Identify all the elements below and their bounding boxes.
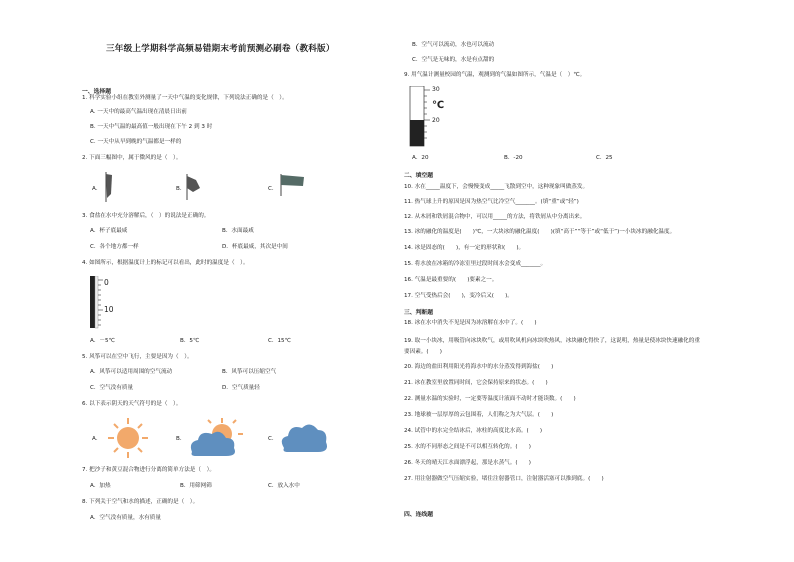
question-21: 21. 冰在教室里放置同时间，它会保持原来的状态。( ) — [404, 380, 548, 386]
question-15: 15. 将水放在冰箱的冷冻室里过段时间水会变成_______。 — [404, 261, 547, 267]
question-26: 26. 冬天的晴天江水面漂浮起，那是水蒸气。( ) — [404, 460, 531, 466]
q4-tick-10: 10 — [104, 305, 114, 314]
section-fill: 二、填空题 — [404, 173, 433, 179]
q9-unit: ℃ — [432, 100, 445, 111]
q5-option-c: C．空气没有质量 — [90, 385, 134, 391]
q2-option-b: B． — [176, 186, 186, 192]
question-22: 22. 测量水温的实验时，一定要等温度计液面不动时才能读数。( ) — [404, 396, 576, 402]
q3-option-d: D．杯底最咸，其次是中间 — [222, 244, 288, 250]
question-25: 25. 水的不同形态之间是不可以相互转化的。( ) — [404, 444, 531, 450]
q5-option-d: D．空气质量轻 — [222, 385, 260, 391]
question-24: 24. 试管中的水完全结冰后，冰柱的高度比水高。( ) — [404, 428, 543, 434]
question-10: 10. 水在_____温度下，会慢慢变成_____飞散到空中，这种现象叫做蒸发。 — [404, 184, 589, 190]
q6-option-b: B． — [176, 436, 186, 442]
question-6: 6. 以下表示阴天的天气符号的是（ ）。 — [82, 401, 182, 407]
question-7: 7. 把沙子和黄豆混合物进行分离的简单方法是（ ）。 — [82, 467, 215, 473]
flag-breeze-icon — [184, 174, 208, 200]
question-9: 9. 用气温计测量校园的气温，观测到的气温如图所示，气温是（ ）℃。 — [404, 72, 586, 78]
q7-option-c: C．放入水中 — [268, 483, 300, 489]
question-3: 3. 食盐在水中充分溶解后，（ ）的说法是正确的。 — [82, 213, 210, 219]
section-match: 四、连线题 — [404, 512, 433, 518]
q8-option-c: C．空气是无味的，水是有点甜的 — [412, 57, 495, 63]
question-4: 4. 如图所示，根据温度计上的标记可以看出，此时的温度是（ ）。 — [82, 260, 249, 266]
q2-option-a: A． — [92, 186, 102, 192]
q1-option-c: C. 一天中从早到晚的气温都是一样的 — [90, 139, 182, 145]
q1-option-b: B. 一天中气温的最高值一般出现在下午 2 到 3 时 — [90, 124, 213, 130]
section-judge: 三、判断题 — [404, 310, 433, 316]
q3-option-b: B．水面最咸 — [222, 228, 254, 234]
flag-limp-icon — [102, 172, 118, 202]
question-19: 19. 取一小块冰，用吸管向冰块吹气，或用吹风机向冰块吹热风，冰块融化得快了，这说明，热量是使冰块快速融化的重要因素。( ) — [404, 338, 700, 355]
q4-option-c: C．15℃ — [268, 338, 291, 344]
sun-cloud-icon — [186, 416, 244, 460]
q5-option-b: B．风筝可以压缩空气 — [222, 369, 277, 375]
q5-option-a: A．风筝可以适用周围的空气流动 — [90, 369, 173, 375]
cloud-icon — [278, 418, 330, 456]
q9-tick-30: 30 — [432, 86, 440, 93]
question-17: 17. 空气受热后会( )，变冷后又( )。 — [404, 293, 513, 299]
q3-option-c: C．各个地方都一样 — [90, 244, 139, 250]
question-14: 14. 冰是固态的( )，有一定的形状和( )。 — [404, 245, 525, 251]
q7-option-b: B．用筛网筛 — [180, 483, 212, 489]
q8-option-a: A．空气没有质量，水有质量 — [90, 515, 161, 521]
question-2: 2. 下面三幅图中，属于微风的是（ ）。 — [82, 155, 182, 161]
q4-tick-0: 0 — [104, 278, 109, 287]
question-5: 5. 风筝可以在空中飞行，主要是因为（ ）。 — [82, 354, 193, 360]
question-11: 11. 热气球上升的原因是因为热空气比冷空气_______。(填“重”或“轻”) — [404, 199, 579, 205]
question-16: 16. 气温是最重要的( )要素之一。 — [404, 277, 498, 283]
question-27: 27. 用注射器做空气压缩实验，堵住注射器管口，注射器活塞可以推到底。( ) — [404, 476, 604, 482]
q3-option-a: A．杯子底最咸 — [90, 228, 128, 234]
question-1: 1. 科学实验小组在教室外测量了一天中气温的变化规律，下列说法正确的是（ ）。 — [82, 95, 288, 101]
q4-option-a: A．－5℃ — [90, 338, 115, 344]
q9-option-a: A．20 — [412, 155, 429, 161]
q2-option-c: C． — [268, 186, 278, 192]
q8-option-b: B．空气可以流动，水也可以流动 — [412, 42, 495, 48]
question-18: 18. 冰在水中消失不见是因为冰溶解在水中了。( ) — [404, 320, 537, 326]
section-choice: 一、选择题 — [82, 89, 111, 95]
q6-option-c: C． — [268, 436, 278, 442]
question-23: 23. 地球被一层厚厚的云包围着，人们称之为大气层。( ) — [404, 412, 554, 418]
q6-option-a: A． — [92, 436, 102, 442]
question-8: 8. 下列关于空气和水的描述，正确的是（ ）。 — [82, 499, 199, 505]
q9-tick-20: 20 — [432, 117, 440, 124]
sun-icon — [106, 416, 150, 460]
q7-option-a: A．加热 — [90, 483, 111, 489]
q1-option-a: A. 一天中的最高气温出现在清晨日出前 — [90, 109, 187, 115]
question-12: 12. 从木屑和铁屑混合物中，可以用_____的方法，将铁屑从中分离出来。 — [404, 214, 586, 220]
q9-option-c: C．25 — [596, 155, 613, 161]
flag-strong-wind-icon — [278, 174, 306, 196]
question-13: 13. 冰的融化的温度是( )℃，一大块冰的融化温度( )(填“高于”“等于”或“低于”)一小块冰的融化温度。 — [404, 229, 676, 235]
page-title: 三年级上学期科学高频易错期末考前预测必刷卷（教科版） — [106, 44, 335, 54]
q4-option-b: B．5℃ — [180, 338, 200, 344]
q9-option-b: B．-20 — [504, 155, 523, 161]
question-20: 20. 海边的盐田利用阳光将海水中的水分蒸发得到海盐( ) — [404, 364, 554, 370]
